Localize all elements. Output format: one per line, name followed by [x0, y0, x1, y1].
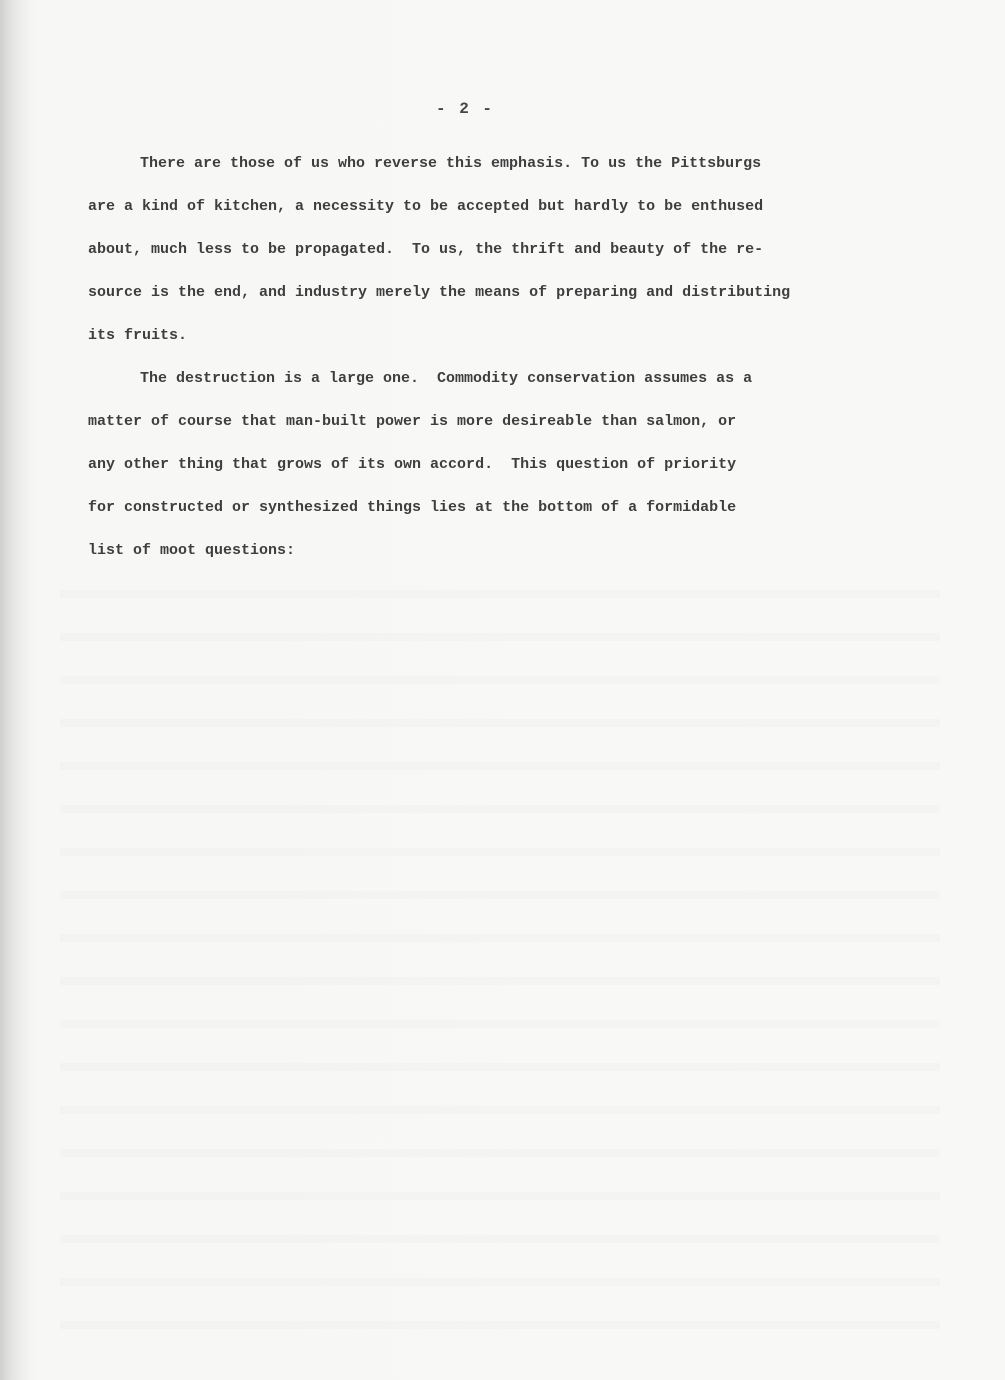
text-line: are a kind of kitchen, a necessity to be accepted but hardly to be enthused [88, 198, 764, 215]
text-line: list of moot questions: [88, 542, 296, 559]
text-line: source is the end, and industry merely the means of preparing and distributing [88, 284, 791, 301]
binding-edge [0, 0, 30, 1380]
paragraph-2 [88, 357, 928, 572]
text-line: any other thing that grows of its own accord. This question of priority [88, 456, 737, 473]
text-line: There are those of us who reverse this emphasis. To us the Pittsburgs [140, 155, 762, 172]
reverse-side-bleed-through [60, 560, 940, 1360]
text-line: its fruits. [88, 327, 188, 344]
paragraph-1 [88, 142, 928, 357]
text-line: for constructed or synthesized things lies at the bottom of a formidable [88, 499, 737, 516]
page-number: - 2 - [435, 100, 494, 118]
text-line: matter of course that man-built power is more desireable than salmon, or [88, 413, 737, 430]
text-line: The destruction is a large one. Commodity conservation assumes as a [140, 370, 753, 387]
document-body [88, 142, 928, 572]
text-line: about, much less to be propagated. To us, the thrift and beauty of the re- [88, 241, 764, 258]
